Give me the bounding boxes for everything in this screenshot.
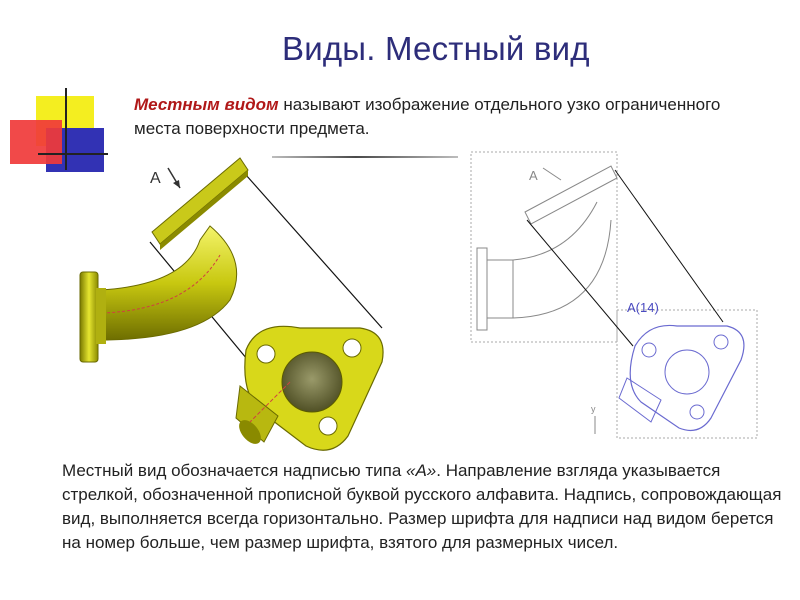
- view-letter: А: [150, 170, 161, 187]
- bolt-hole: [257, 345, 275, 363]
- cad-axis-label: y: [591, 404, 596, 414]
- cad-left-flange: [477, 248, 487, 330]
- cad-drawing-view: [465, 150, 760, 440]
- bolt-hole: [319, 417, 337, 435]
- cad-bolt-hole: [642, 343, 656, 357]
- cad-top-flange: [525, 166, 617, 224]
- body-paragraph: [62, 459, 782, 555]
- center-bore: [282, 352, 342, 412]
- elbow-tube: [100, 226, 237, 340]
- cad-bolt-hole: [714, 335, 728, 349]
- cad-view-arrow: [543, 168, 561, 180]
- cad-center-bore: [665, 350, 709, 394]
- body-italic: «А»: [406, 461, 437, 480]
- top-flange: [152, 158, 248, 244]
- cad-elbow: [513, 202, 611, 318]
- slide-title: Виды. Местный вид: [282, 30, 590, 67]
- body-before: Местный вид обозначается надписью типа: [62, 461, 406, 480]
- red-square: [10, 120, 62, 164]
- body-after: . Направление взгляда указывается стрелкой, обозначенной прописной буквой русского алфавита. Надпись, сопровождающая вид, выполняется всегда горизонтально. Размер шрифта для надписи над видом берется на номер больше, чем размер шрифта, взятого для размерных чисел.: [62, 461, 782, 552]
- cad-view-letter: A: [529, 168, 538, 183]
- cad-flange-neck: [487, 260, 513, 318]
- left-flange: [80, 272, 98, 362]
- projection-line: [238, 166, 382, 328]
- left-flange-neck: [96, 288, 106, 344]
- intro-text: [134, 93, 754, 141]
- cad-view-label: A(14): [627, 300, 659, 315]
- pipe-elbow-3d-drawing: [60, 150, 460, 460]
- intro-rest: называют изображение отдельного узко ограниченного места поверхности предмета.: [134, 95, 721, 138]
- bolt-hole: [343, 339, 361, 357]
- cad-bolt-hole: [690, 405, 704, 419]
- cad-local-flange: [630, 325, 744, 430]
- intro-term: Местным видом: [134, 95, 279, 114]
- cad-stub: [619, 378, 661, 422]
